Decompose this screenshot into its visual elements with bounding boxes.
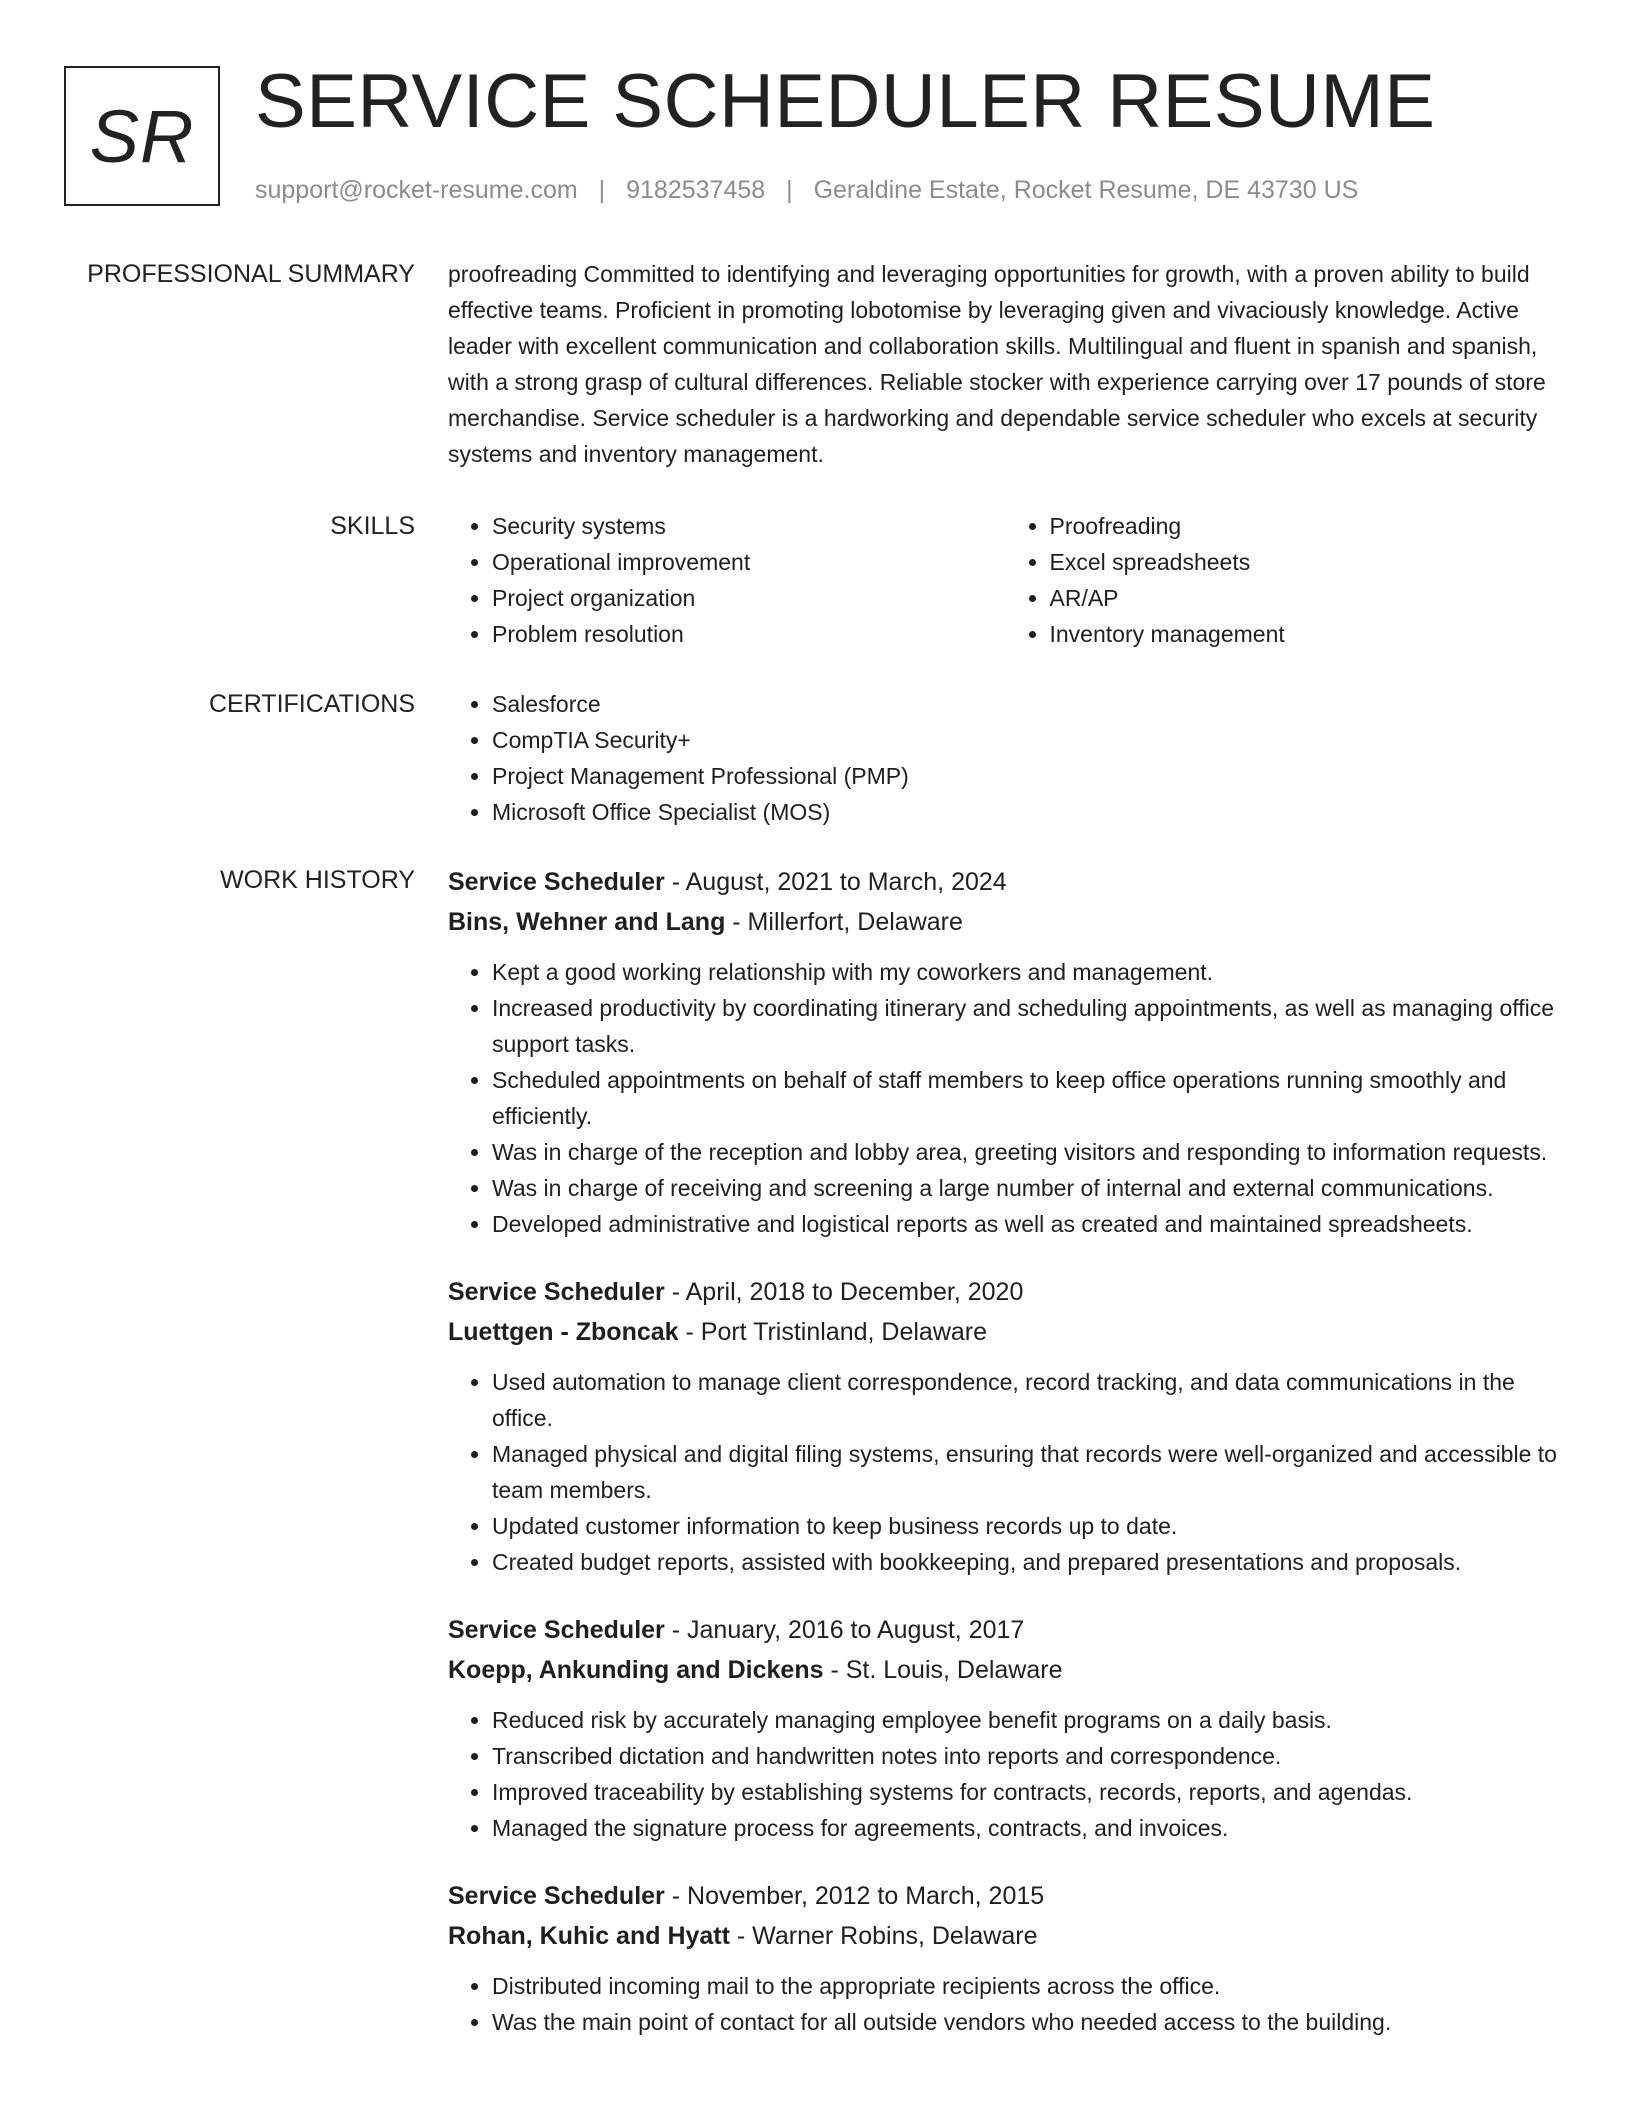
job-entry [448,1876,1563,2040]
job-company: Koepp, Ankunding and Dickens [448,1656,824,1684]
summary-text: proofreading Committed to identifying and leveraging opportunities for growth, with a proven ability to build effective teams. Proficient in promoting lobotomise by leveraging given and vivaciously knowledge. Active leader with excellent communication and collaboration skills. Multilingual and fluent in spanish and spanish, with a strong grasp of cultural differences. Reliable stocker with experience carrying over 17 pounds of store merchandise. Service scheduler is a hardworking and dependable service scheduler who excels at security systems and inventory management. [448,261,1546,467]
section-label-summary: PROFESSIONAL SUMMARY [87,260,415,288]
job-bullet: • Used automation to manage client correspondence, record tracking, and data communications in the office. [492,1364,1563,1436]
job-title-line [448,1876,1563,1916]
skill-item: • Inventory management [1050,616,1564,652]
job-entry [448,1610,1563,1846]
skill-item: • Operational improvement [492,544,1006,580]
job-bullets [448,954,1563,1242]
contact-email[interactable]: support@rocket-resume.com [255,176,578,204]
skills-content [448,508,1563,652]
job-dates: - April, 2018 to December, 2020 [664,1278,1024,1306]
job-company: Luettgen - Zboncak [448,1318,679,1346]
contact-address: Geraldine Estate, Rocket Resume, DE 43730 US [813,176,1359,204]
certification-item: • Salesforce [492,686,1563,722]
job-bullet: • Transcribed dictation and handwritten notes into reports and correspondence. [492,1738,1563,1774]
job-title-line [448,1272,1563,1312]
job-title: Service Scheduler [448,1616,665,1644]
job-bullet: • Managed physical and digital filing systems, ensuring that records were well-organized and accessible to team members. [492,1436,1563,1508]
skill-item: • Proofreading [1050,508,1564,544]
job-entry [448,1272,1563,1580]
job-title: Service Scheduler [448,1278,665,1306]
job-bullet: • Was in charge of the reception and lobby area, greeting visitors and responding to information requests. [492,1134,1563,1170]
job-bullet: • Was the main point of contact for all outside vendors who needed access to the building. [492,2004,1563,2040]
summary-content [448,256,1563,472]
job-dates: - November, 2012 to March, 2015 [664,1882,1045,1910]
contact-separator: | [786,176,793,204]
job-title: Service Scheduler [448,868,665,896]
job-location: - Millerfort, Delaware [725,908,963,936]
certifications-content [448,686,1563,830]
job-bullets [448,1702,1563,1846]
contact-phone[interactable]: 9182537458 [626,176,766,204]
resume-title: SERVICE SCHEDULER RESUME [255,59,1436,144]
job-location: - Warner Robins, Delaware [729,1922,1038,1950]
job-title-line [448,1610,1563,1650]
skill-item: • Security systems [492,508,1006,544]
job-bullet: • Reduced risk by accurately managing employee benefit programs on a daily basis. [492,1702,1563,1738]
job-bullet: • Created budget reports, assisted with bookkeeping, and prepared presentations and proposals. [492,1544,1563,1580]
job-company: Rohan, Kuhic and Hyatt [448,1922,730,1950]
job-bullet: • Improved traceability by establishing systems for contracts, records, reports, and agendas. [492,1774,1563,1810]
job-company-line [448,1650,1563,1690]
job-entry [448,862,1563,1242]
job-title-line [448,862,1563,902]
job-bullet: • Kept a good working relationship with my coworkers and management. [492,954,1563,990]
job-bullets [448,1364,1563,1580]
job-bullet: • Was in charge of receiving and screening a large number of internal and external communications. [492,1170,1563,1206]
job-title: Service Scheduler [448,1882,665,1910]
job-company-line [448,1312,1563,1352]
job-dates: - January, 2016 to August, 2017 [664,1616,1025,1644]
job-bullets [448,1968,1563,2040]
job-location: - St. Louis, Delaware [823,1656,1063,1684]
skill-item: • Problem resolution [492,616,1006,652]
contact-separator: | [598,176,606,204]
job-bullet: • Updated customer information to keep business records up to date. [492,1508,1563,1544]
work-history-content [448,862,1563,2070]
job-bullet: • Managed the signature process for agreements, contracts, and invoices. [492,1810,1563,1846]
certifications-list [448,686,1563,830]
job-bullet: • Scheduled appointments on behalf of staff members to keep office operations running smoothly and efficiently. [492,1062,1563,1134]
job-bullet: • Developed administrative and logistical reports as well as created and maintained spreadsheets. [492,1206,1563,1242]
section-label-certifications: CERTIFICATIONS [208,690,415,718]
skill-item: • Project organization [492,580,1006,616]
skill-item: • AR/AP [1050,580,1564,616]
job-location: - Port Tristinland, Delaware [678,1318,988,1346]
certification-item: • Microsoft Office Specialist (MOS) [492,794,1563,830]
section-label-work-history: WORK HISTORY [220,866,415,894]
job-dates: - August, 2021 to March, 2024 [664,868,1007,896]
skill-item: • Excel spreadsheets [1050,544,1564,580]
skills-list-right [1006,508,1564,652]
job-company: Bins, Wehner and Lang [448,908,726,936]
job-bullet: • Distributed incoming mail to the appropriate recipients across the office. [492,1968,1563,2004]
job-bullet: • Increased productivity by coordinating itinerary and scheduling appointments, as well as managing office support tasks. [492,990,1563,1062]
job-company-line [448,1916,1563,1956]
certification-item: • CompTIA Security+ [492,722,1563,758]
certification-item: • Project Management Professional (PMP) [492,758,1563,794]
monogram-logo: SR [64,66,220,206]
contact-line [255,172,1358,208]
section-label-skills: SKILLS [330,512,415,540]
job-company-line [448,902,1563,942]
skills-list-left [448,508,1006,652]
